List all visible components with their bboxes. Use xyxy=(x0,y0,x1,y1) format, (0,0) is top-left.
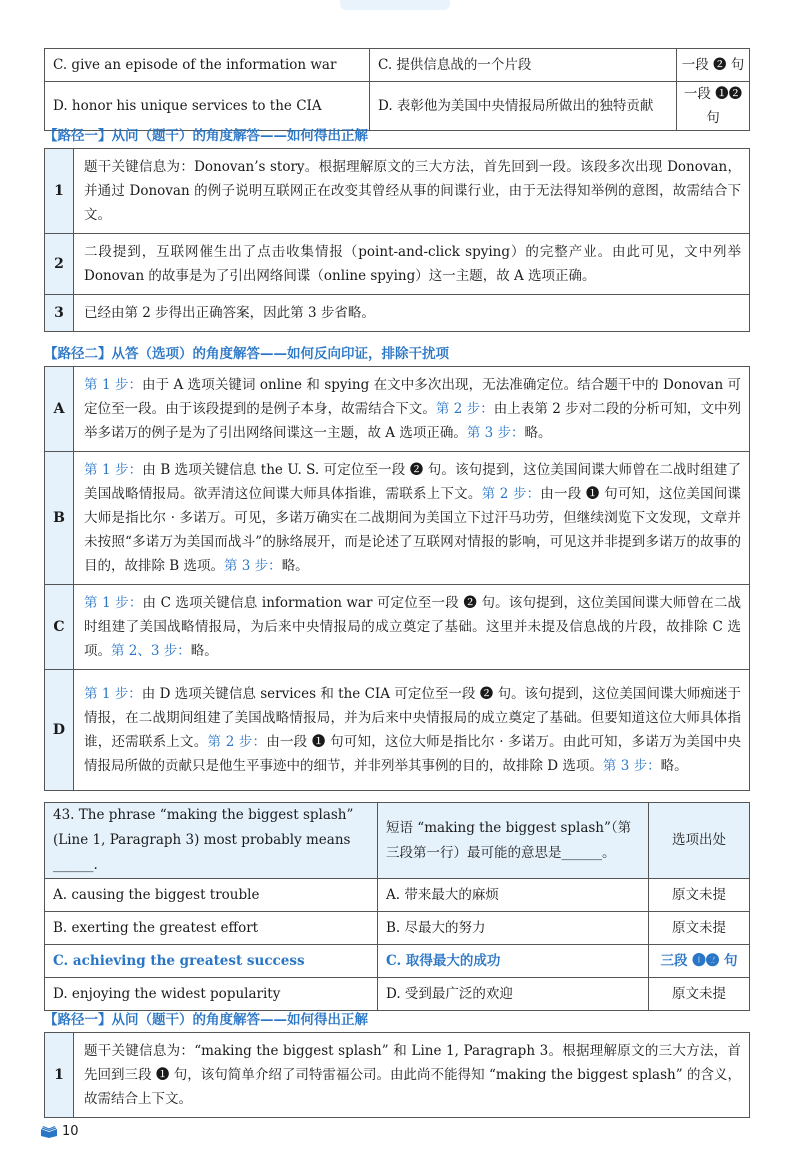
step-number: 2 xyxy=(45,234,74,295)
step-body: 由 B 选项关键信息 the U. S. 可定位至一段 ❷ 句。该句提到，这位美国间谍大师曾在二战时组建了美国战略情报局。欲弄清这位间谍大师具体指谁，需联系上下文。 xyxy=(84,462,741,502)
step-text: 已经由第 2 步得出正确答案，因此第 3 步省略。 xyxy=(74,295,750,332)
option-cn: A. 带来最大的麻烦 xyxy=(378,879,649,912)
option-en: C. achieving the greatest success xyxy=(45,945,378,978)
step-label: 第 2 步： xyxy=(207,734,267,750)
page-number: 10 xyxy=(62,1124,79,1139)
book-icon xyxy=(40,1126,58,1138)
question-en: 43. The phrase “making the biggest splash” (Line 1, Paragraph 3) most probably means ______. xyxy=(45,803,378,879)
step-text xyxy=(74,585,750,670)
step-text xyxy=(74,367,750,452)
option-cn: C. 提供信息战的一个片段 xyxy=(370,49,677,82)
step-body: 略。 xyxy=(524,425,552,441)
table-row xyxy=(45,879,750,912)
option-letter: C xyxy=(45,585,74,670)
table-row xyxy=(45,149,750,234)
option-letter: D xyxy=(45,670,74,791)
table-row xyxy=(45,49,750,82)
path1-steps-table xyxy=(44,148,750,332)
step-text xyxy=(74,452,750,585)
page-footer xyxy=(40,1124,79,1139)
table-row xyxy=(45,585,750,670)
options-table-top xyxy=(44,48,750,131)
step-label: 第 1 步： xyxy=(84,377,143,393)
option-en: C. give an episode of the information war xyxy=(45,49,370,82)
step-label: 第 2、3 步： xyxy=(111,643,191,659)
option-en: D. honor his unique services to the CIA xyxy=(45,82,370,131)
option-cn: B. 尽最大的努力 xyxy=(378,912,649,945)
step-body: 由一段 ❶ 句可知，这位美国间谍大师是指比尔 · 多诺万。可见，多诺万确实在二战期间为美国立下过汗马功劳，但继续浏览下文发现，文章并未按照“多诺万为美国而战斗”的脉络展开，而是论述了互联网对情报的影响，可见这并非提到多诺万的故事的目的，故排除 B 选项。 xyxy=(84,486,741,574)
table-row xyxy=(45,912,750,945)
step-body: 由于 A 选项关键词 online 和 spying 在文中多次出现，无法准确定位。结合题干中的 Donovan 可定位至一段。由于该段提到的是例子本身，故需结合下文。 xyxy=(84,377,742,417)
step-body: 略。 xyxy=(660,758,688,774)
step-text: 题干关键信息为：Donovan’s story。根据理解原文的三大方法，首先回到一段。该段多次出现 Donovan，并通过 Donovan 的例子说明互联网正在改变其曾经从事的间谍行业，由于无法得知举例的意图，故需结合下文。 xyxy=(74,149,750,234)
table-row xyxy=(45,452,750,585)
table-row xyxy=(45,670,750,791)
step-label: 第 1 步： xyxy=(84,462,143,478)
step-label: 第 2 步： xyxy=(481,486,541,502)
table-row xyxy=(45,1033,750,1118)
step-text xyxy=(74,670,750,791)
option-source: 一段 ❶❷ 句 xyxy=(677,82,750,131)
option-letter: A xyxy=(45,367,74,452)
table-row-correct xyxy=(45,945,750,978)
option-en: B. exerting the greatest effort xyxy=(45,912,378,945)
step-number: 1 xyxy=(45,1033,74,1118)
option-en: A. causing the biggest trouble xyxy=(45,879,378,912)
step-label: 第 3 步： xyxy=(224,558,282,574)
option-cn: C. 取得最大的成功 xyxy=(378,945,649,978)
option-source: 原文未提 xyxy=(649,978,750,1011)
table-header-row xyxy=(45,803,750,879)
step-label: 第 3 步： xyxy=(466,425,525,441)
option-cn: D. 表彰他为美国中央情报局所做出的独特贡献 xyxy=(370,82,677,131)
option-source: 原文未提 xyxy=(649,879,750,912)
step-label: 第 1 步： xyxy=(84,686,142,702)
step-body: 略。 xyxy=(281,558,309,574)
step-body: 由上表第 2 步对二段的分析可知，文中列举多诺万的例子是为了引出网络间谍这一主题，故 A 选项正确。 xyxy=(84,401,742,441)
path1b-heading: 【路径一】从问（题干）的角度解答——如何得出正解 xyxy=(44,1012,368,1028)
path2-heading: 【路径二】从答（选项）的角度解答——如何反向印证，排除干扰项 xyxy=(44,346,449,362)
table-row xyxy=(45,367,750,452)
option-letter: B xyxy=(45,452,74,585)
step-label: 第 2 步： xyxy=(435,401,494,417)
step-text: 题干关键信息为：“making the biggest splash” 和 Line 1, Paragraph 3。根据理解原文的三大方法，首先回到三段 ❶ 句，该句简单介绍了司特雷福公司。由此尚不能得知 “making the biggest splash” 的含义，故需结合上下文。 xyxy=(74,1033,750,1118)
top-decoration xyxy=(340,0,450,10)
option-source: 原文未提 xyxy=(649,912,750,945)
option-cn: D. 受到最广泛的欢迎 xyxy=(378,978,649,1011)
question-43-table xyxy=(44,802,750,1011)
table-row xyxy=(45,295,750,332)
table-row xyxy=(45,978,750,1011)
question-cn: 短语 “making the biggest splash”（第三段第一行）最可能的意思是______。 xyxy=(378,803,649,879)
step-body: 由 D 选项关键信息 services 和 the CIA 可定位至一段 ❷ 句。该句提到，这位美国间谍大师痴迷于情报，在二战期间组建了美国战略情报局，并为后来中央情报局的成立奠定了基础。但要知道这位大师具体指谁，还需联系上文。 xyxy=(84,686,742,750)
option-en: D. enjoying the widest popularity xyxy=(45,978,378,1011)
step-number: 3 xyxy=(45,295,74,332)
step-label: 第 3 步： xyxy=(602,758,661,774)
step-body: 略。 xyxy=(190,643,218,659)
step-body: 由 C 选项关键信息 information war 可定位至一段 ❷ 句。该句提到，这位美国间谍大师曾在二战时组建了美国战略情报局，为后来中央情报局的成立奠定了基础。这里并未提及信息战的片段，故排除 C 选项。 xyxy=(84,595,741,659)
option-source: 一段 ❷ 句 xyxy=(677,49,750,82)
step-text: 二段提到，互联网催生出了点击收集情报（point-and-click spying）的完整产业。由此可见，文中列举 Donovan 的故事是为了引出网络间谍（online spying）这一主题，故 A 选项正确。 xyxy=(74,234,750,295)
step-body: 由一段 ❶ 句可知，这位大师是指比尔 · 多诺万。由此可知，多诺万为美国中央情报局所做的贡献只是他生平事迹中的细节，并非列举其事例的目的，故排除 D 选项。 xyxy=(84,734,742,774)
path1b-steps-table xyxy=(44,1032,750,1118)
source-header: 选项出处 xyxy=(649,803,750,879)
path1-heading: 【路径一】从问（题干）的角度解答——如何得出正解 xyxy=(44,128,368,144)
table-row xyxy=(45,234,750,295)
option-source: 三段 ❶❷ 句 xyxy=(649,945,750,978)
path2-steps-table xyxy=(44,366,750,791)
step-label: 第 1 步： xyxy=(84,595,143,611)
step-number: 1 xyxy=(45,149,74,234)
